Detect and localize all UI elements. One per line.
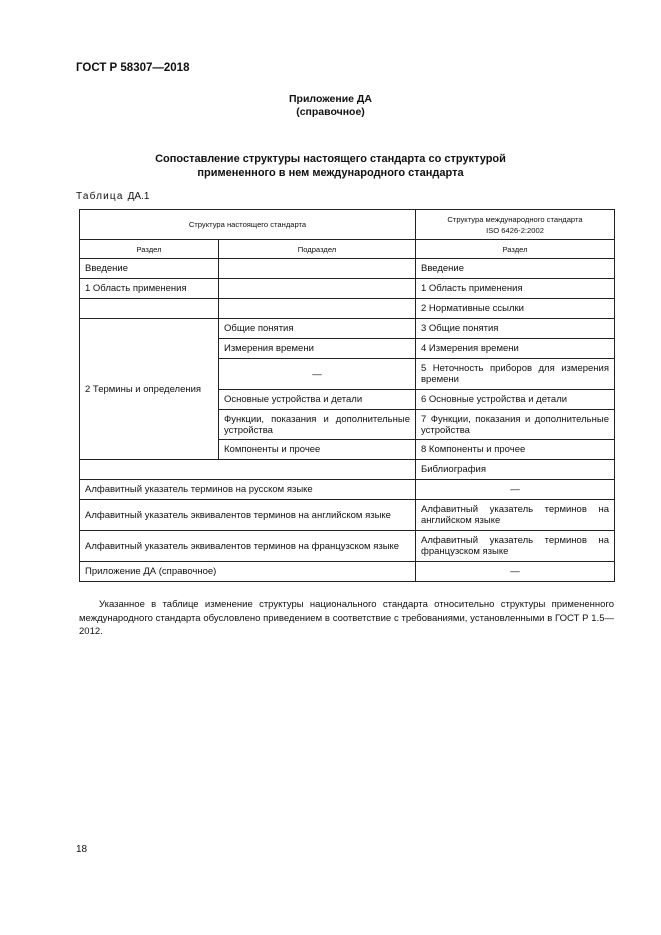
cell-section-terms: 2 Термины и определения bbox=[80, 319, 219, 460]
col-section: Раздел bbox=[80, 240, 219, 259]
col-section-international: Раздел bbox=[416, 240, 615, 259]
cell-subsection bbox=[219, 259, 416, 279]
table-header-row bbox=[80, 210, 615, 240]
table-subheader-row bbox=[80, 240, 615, 259]
cell-section: Введение bbox=[80, 259, 219, 279]
table-row bbox=[80, 531, 615, 562]
cell-international: 4 Измерения времени bbox=[416, 339, 615, 359]
cell-subsection: Компоненты и прочее bbox=[219, 440, 416, 460]
table-row bbox=[80, 562, 615, 582]
table-row bbox=[80, 259, 615, 279]
cell-international: — bbox=[416, 562, 615, 582]
structure-comparison-table bbox=[79, 209, 615, 582]
cell-international: 5 Неточность приборов для измерения времени bbox=[416, 359, 615, 390]
annex-heading bbox=[0, 93, 661, 119]
comparison-title-line2: примененного в нем международного стандарта bbox=[197, 167, 464, 179]
annex-subtitle: (справочное) bbox=[296, 106, 365, 118]
cell-international: Библиография bbox=[416, 460, 615, 480]
cell-section: 1 Область применения bbox=[80, 279, 219, 299]
table-row bbox=[80, 299, 615, 319]
cell-subsection: Функции, показания и дополнительные устройства bbox=[219, 410, 416, 440]
table-label: Таблица bbox=[76, 191, 124, 202]
table-number: ДА.1 bbox=[127, 191, 150, 202]
cell-international: 6 Основные устройства и детали bbox=[416, 390, 615, 410]
header-international-structure bbox=[416, 210, 615, 240]
cell-subsection: Основные устройства и детали bbox=[219, 390, 416, 410]
cell-national: Приложение ДА (справочное) bbox=[80, 562, 416, 582]
table-row bbox=[80, 460, 615, 480]
table-row bbox=[80, 500, 615, 531]
cell-international: 2 Нормативные ссылки bbox=[416, 299, 615, 319]
cell-subsection bbox=[219, 299, 416, 319]
cell-international: Алфавитный указатель терминов на английском языке bbox=[416, 500, 615, 531]
cell-subsection bbox=[219, 279, 416, 299]
cell-international: 7 Функции, показания и дополнительные устройства bbox=[416, 410, 615, 440]
cell-national bbox=[80, 460, 416, 480]
cell-international: Алфавитный указатель терминов на французском языке bbox=[416, 531, 615, 562]
comparison-heading bbox=[0, 152, 661, 180]
annex-title: Приложение ДА bbox=[289, 93, 372, 105]
col-subsection: Подраздел bbox=[219, 240, 416, 259]
cell-international: — bbox=[416, 480, 615, 500]
table-row bbox=[80, 480, 615, 500]
cell-national: Алфавитный указатель эквивалентов терминов на французском языке bbox=[80, 531, 416, 562]
cell-subsection: — bbox=[219, 359, 416, 390]
page-number: 18 bbox=[76, 844, 88, 855]
table-row bbox=[80, 279, 615, 299]
cell-national: Алфавитный указатель эквивалентов терминов на английском языке bbox=[80, 500, 416, 531]
header-national-structure: Структура настоящего стандарта bbox=[80, 210, 416, 240]
header-international-line2: ISO 6426-2:2002 bbox=[486, 225, 544, 235]
document-code: ГОСТ Р 58307—2018 bbox=[76, 62, 190, 74]
cell-international: 8 Компоненты и прочее bbox=[416, 440, 615, 460]
table-row bbox=[80, 319, 615, 339]
cell-section bbox=[80, 299, 219, 319]
cell-subsection: Измерения времени bbox=[219, 339, 416, 359]
cell-subsection: Общие понятия bbox=[219, 319, 416, 339]
cell-international: 1 Область применения bbox=[416, 279, 615, 299]
explanatory-note: Указанное в таблице изменение структуры национального стандарта относительно структуры примененного международного стандарта обусловлено приведением в соответствие с требованиями, установленными в ГОСТ Р 1.5—2012. bbox=[79, 599, 614, 637]
comparison-title-line1: Сопоставление структуры настоящего стандарта со структурой bbox=[155, 153, 506, 165]
cell-international: 3 Общие понятия bbox=[416, 319, 615, 339]
table-caption bbox=[76, 191, 149, 202]
cell-international: Введение bbox=[416, 259, 615, 279]
cell-national: Алфавитный указатель терминов на русском языке bbox=[80, 480, 416, 500]
header-international-line1: Структура международного стандарта bbox=[447, 214, 583, 224]
